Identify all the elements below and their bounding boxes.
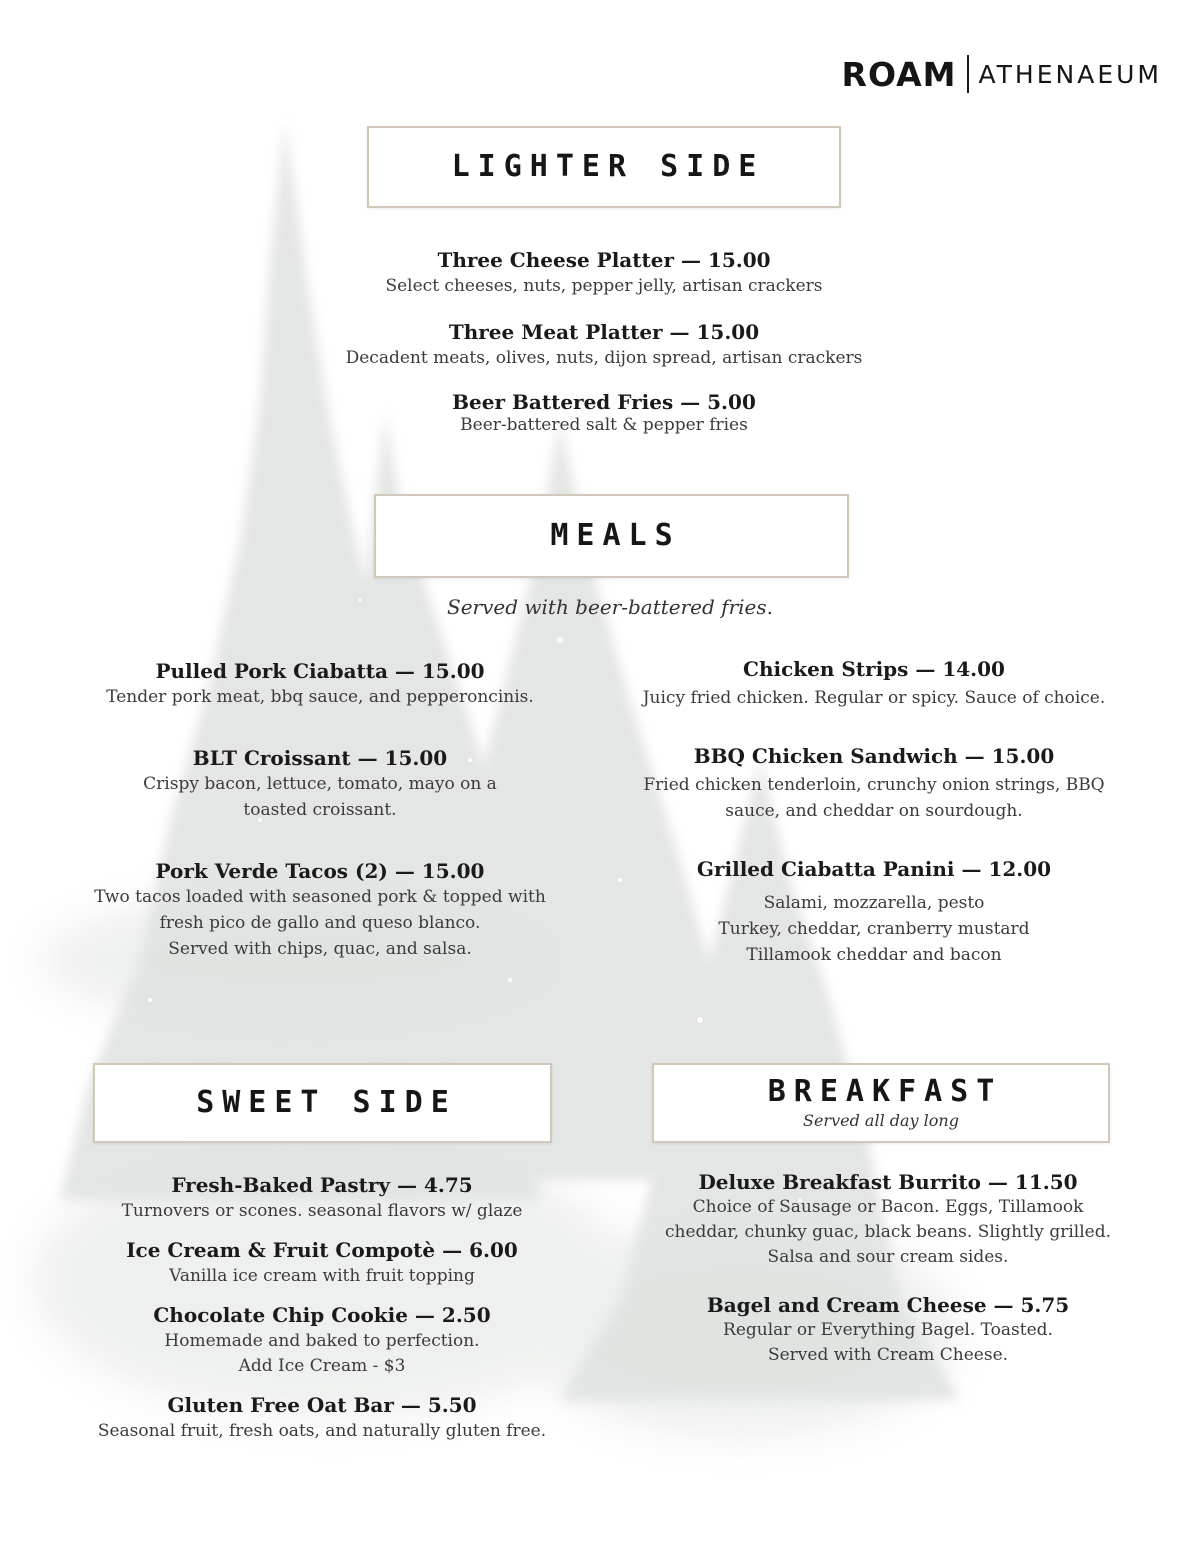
menu-item — [72, 1237, 572, 1289]
item-description: Select cheeses, nuts, pepper jelly, artisan crackers — [385, 276, 823, 296]
item-name: Bagel and Cream Cheese — 5.75 — [706, 1293, 1070, 1317]
lighter-side-header — [367, 126, 841, 208]
item-description: Tender pork meat, bbq sauce, and pepperoncinis. — [106, 687, 534, 707]
item-name: Chicken Strips — 14.00 — [743, 657, 1005, 681]
brand-divider — [967, 55, 969, 93]
menu-item — [70, 658, 570, 710]
meals-header — [374, 494, 849, 578]
item-description-line: Fried chicken tenderloin, crunchy onion strings, BBQ — [643, 775, 1105, 795]
item-name: Chocolate Chip Cookie — 2.50 — [153, 1303, 491, 1327]
menu-item — [70, 858, 570, 962]
menu-item — [638, 1292, 1138, 1368]
item-name: Pulled Pork Ciabatta — 15.00 — [155, 659, 485, 683]
item-description-line: sauce, and cheddar on sourdough. — [725, 801, 1023, 821]
item-description: Juicy fried chicken. Regular or spicy. Sauce of choice. — [642, 688, 1106, 708]
item-description-line: Served with Cream Cheese. — [767, 1345, 1009, 1365]
breakfast-subtitle: Served all day long — [803, 1110, 959, 1130]
item-description-line: Salami, mozzarella, pesto — [763, 893, 985, 913]
item-name: Beer Battered Fries — 5.00 — [452, 390, 756, 414]
item-name: Grilled Ciabatta Panini — 12.00 — [696, 857, 1052, 881]
breakfast-title: BREAKFAST — [767, 1073, 1003, 1109]
item-description-line: Served with chips, quac, and salsa. — [168, 939, 472, 959]
brand-name: ROAM — [841, 54, 957, 94]
item-description: Decadent meats, olives, nuts, dijon spread, artisan crackers — [345, 348, 863, 368]
sweet-side-title: SWEET SIDE — [196, 1085, 457, 1120]
item-description: Seasonal fruit, fresh oats, and naturally gluten free. — [97, 1421, 547, 1441]
item-description-line: Regular or Everything Bagel. Toasted. — [723, 1320, 1053, 1340]
menu-item — [624, 743, 1124, 824]
item-description-line: Salsa and sour cream sides. — [767, 1247, 1009, 1267]
menu-item — [72, 1172, 572, 1224]
item-description-line: Crispy bacon, lettuce, tomato, mayo on a — [143, 774, 497, 794]
item-description: Turnovers or scones. seasonal flavors w/ glaze — [121, 1201, 523, 1221]
item-description: Beer-battered salt & pepper fries — [460, 415, 748, 435]
item-description-line: Tillamook cheddar and bacon — [746, 945, 1002, 965]
menu-item — [72, 1392, 572, 1444]
item-name: Deluxe Breakfast Burrito — 11.50 — [698, 1170, 1078, 1194]
item-name: Fresh-Baked Pastry — 4.75 — [171, 1173, 473, 1197]
menu-item — [230, 319, 978, 371]
breakfast-header — [652, 1063, 1110, 1143]
item-name: BLT Croissant — 15.00 — [192, 746, 448, 770]
item-description: Vanilla ice cream with fruit topping — [169, 1266, 475, 1286]
meals-note: Served with beer-battered fries. — [447, 595, 773, 619]
item-description-line: cheddar, chunky guac, black beans. Slightly grilled. — [664, 1222, 1111, 1242]
menu-item — [70, 745, 570, 823]
meals-title: MEALS — [550, 518, 681, 553]
item-name: Three Cheese Platter — 15.00 — [437, 248, 771, 272]
item-name: Pork Verde Tacos (2) — 15.00 — [155, 859, 485, 883]
menu-item — [230, 389, 978, 435]
sweet-side-header — [93, 1063, 552, 1143]
menu-item — [624, 656, 1124, 711]
menu-item — [72, 1302, 572, 1378]
item-description-line: Homemade and baked to perfection. — [164, 1331, 480, 1351]
item-name: Gluten Free Oat Bar — 5.50 — [167, 1393, 477, 1417]
item-description-line: Two tacos loaded with seasoned pork & topped with — [94, 887, 546, 907]
item-name: Ice Cream & Fruit Compotè — 6.00 — [126, 1238, 518, 1262]
brand-location: ATHENAEUM — [978, 59, 1162, 89]
brand-logo — [750, 52, 1162, 96]
item-description-line: toasted croissant. — [243, 800, 397, 820]
item-description-line: Turkey, cheddar, cranberry mustard — [718, 919, 1030, 939]
item-name: Three Meat Platter — 15.00 — [448, 320, 760, 344]
lighter-side-title: LIGHTER SIDE — [451, 149, 765, 184]
item-description-line: fresh pico de gallo and queso blanco. — [159, 913, 481, 933]
menu-item — [230, 247, 978, 299]
item-description-line: Choice of Sausage or Bacon. Eggs, Tillamook — [692, 1197, 1084, 1217]
menu-item — [624, 856, 1124, 968]
menu-item — [638, 1169, 1138, 1269]
item-name: BBQ Chicken Sandwich — 15.00 — [693, 744, 1055, 768]
item-description-line: Add Ice Cream - $3 — [238, 1356, 406, 1376]
